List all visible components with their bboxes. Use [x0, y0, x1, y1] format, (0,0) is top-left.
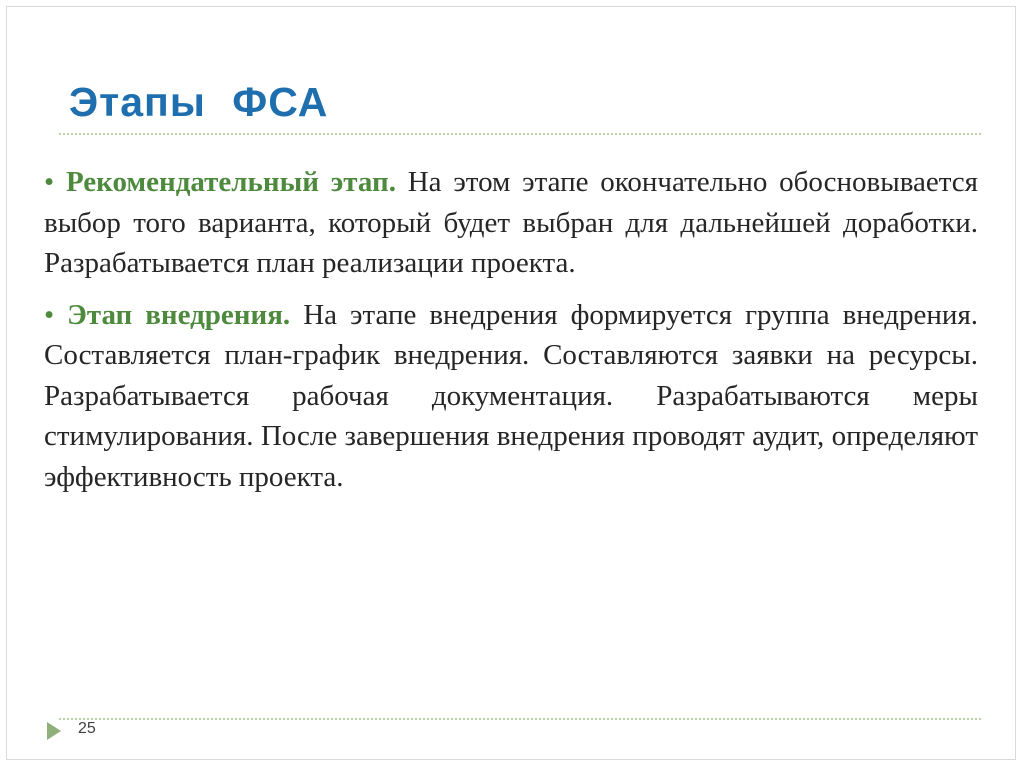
bullet: •: [44, 298, 55, 331]
term-implementation-stage: Этап внедрения.: [67, 298, 291, 331]
triangle-right-icon: [47, 722, 61, 740]
page-number: 25: [78, 720, 96, 737]
paragraph-implementation-stage: [44, 295, 978, 498]
paragraph-recommendation-stage: [44, 162, 978, 284]
slide: [6, 6, 1016, 760]
slide-content: [44, 162, 978, 508]
paragraph-text: На этом этапе окончательно обосновывается выбор того варианта, который будет выбран для дальнейшей доработки. Разрабатывается план реализации проекта.: [44, 166, 978, 279]
term-recommendation-stage: Рекомендательный этап.: [65, 166, 396, 198]
title-divider: [59, 133, 981, 135]
paragraph-text: На этапе внедрения формируется группа внедрения. Составляется план-график внедрения. Составляются заявки на ресурсы. Разрабатывается рабочая документация. Разрабатываются меры стимулирования. После завершения внедрения проводят аудит, определяют эффективность проекта.: [44, 298, 979, 493]
slide-title: Этапы ФСА: [69, 79, 329, 125]
bullet: •: [44, 166, 55, 198]
footer-divider: [59, 718, 981, 720]
